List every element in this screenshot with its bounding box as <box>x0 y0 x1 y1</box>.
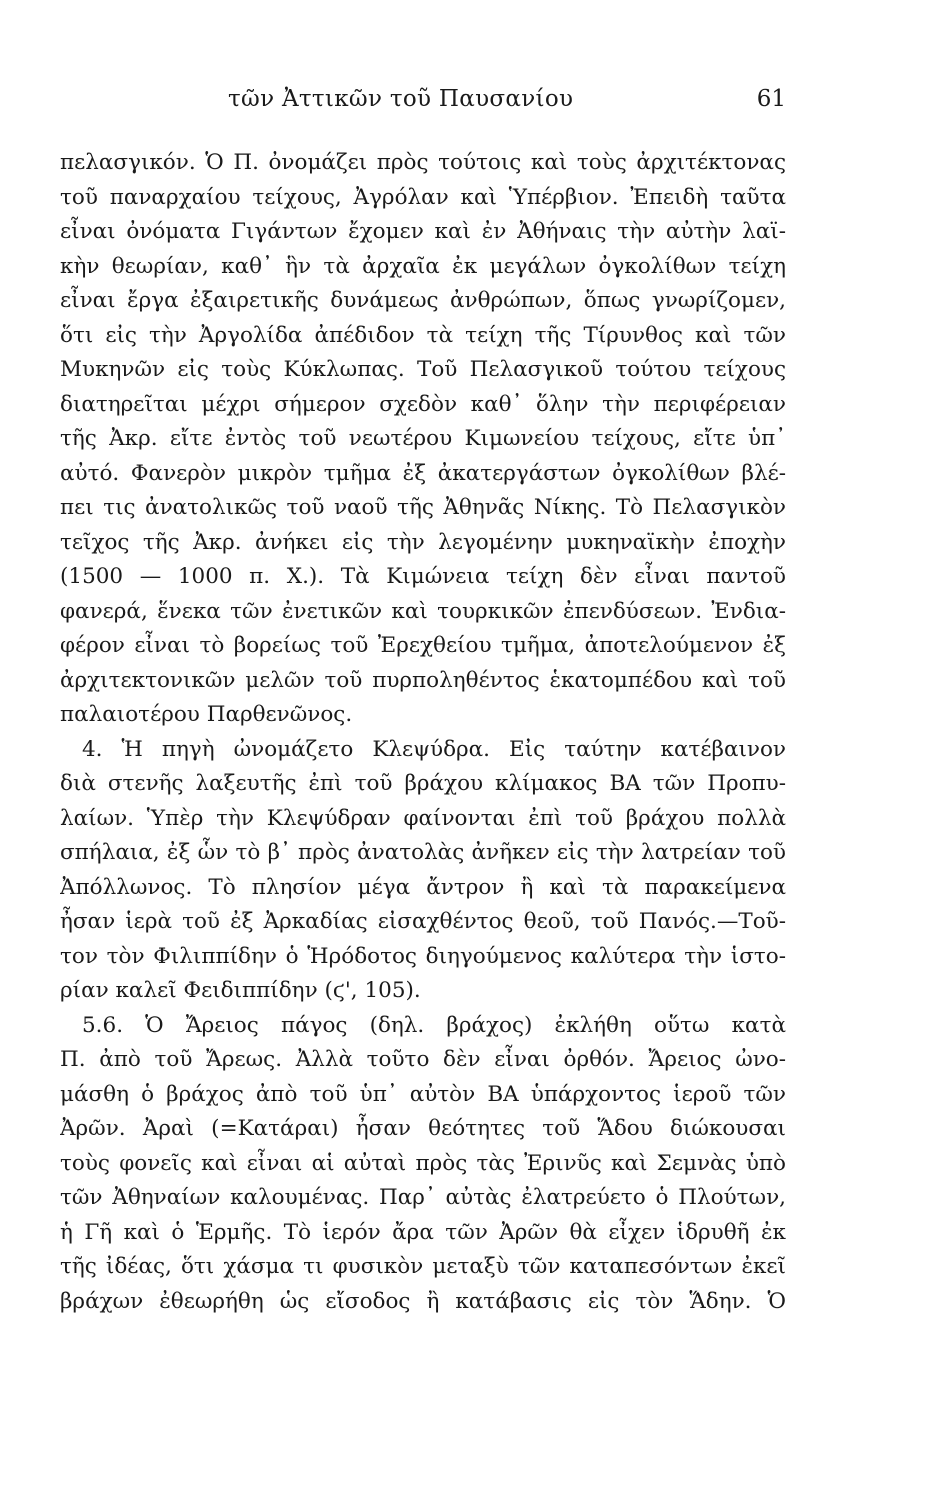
text-line: εἶναι ὀνόματα Γιγάντων ἔχομεν καὶ ἐν Ἀθήναις τὴν αὐτὴν λαϊ- <box>60 219 786 244</box>
text-line: ρίαν καλεῖ Φειδιππίδην (ϛ', 105). <box>60 978 421 1003</box>
text-line: Π. ἀπὸ τοῦ Ἄρεως. Ἀλλὰ τοῦτο δὲν εἶναι ὀρθόν. Ἄρειος ὠνο- <box>60 1047 786 1072</box>
text-line: ἦσαν ἱερὰ τοῦ ἐξ Ἀρκαδίας εἰσαχθέντος θεοῦ, τοῦ Πανός.—Τοῦ- <box>60 909 786 934</box>
text-line: κὴν θεωρίαν, καθ᾽ ἣν τὰ ἀρχαῖα ἐκ μεγάλων ὀγκολίθων τείχη <box>60 253 786 279</box>
text-line: ἡ Γῆ καὶ ὁ Ἑρμῆς. Τὸ ἱερόν ἄρα τῶν Ἀρῶν θὰ εἶχεν ἱδρυθῆ ἐκ <box>60 1219 786 1245</box>
text-line: λαίων. Ὑπὲρ τὴν Κλεψύδραν φαίνονται ἐπὶ τοῦ βράχου πολλὰ <box>60 805 786 831</box>
text-line: εἶναι ἔργα ἐξαιρετικῆς δυνάμεως ἀνθρώπων, ὅπως γνωρίζομεν, <box>60 288 786 313</box>
text-line: διὰ στενῆς λαξευτῆς ἐπὶ τοῦ βράχου κλίμακος ΒΑ τῶν Προπυ- <box>60 771 786 796</box>
text-line: ἀρχιτεκτονικῶν μελῶν τοῦ πυρποληθέντος ἑκατομπέδου καὶ τοῦ <box>60 667 786 693</box>
text-line: φέρον εἶναι τὸ βορείως τοῦ Ἐρεχθείου τμῆμα, ἀποτελούμενον ἐξ <box>60 633 786 658</box>
text-line: Ἀπόλλωνος. Τὸ πλησίον μέγα ἄντρον ἢ καὶ τὰ παρακείμενα <box>60 874 786 900</box>
text-line: τοῦ παναρχαίου τείχους, Ἀγρόλαν καὶ Ὑπέρβιον. Ἐπειδὴ ταῦτα <box>60 184 786 210</box>
text-line: τῆς Ἀκρ. εἴτε ἐντὸς τοῦ νεωτέρου Κιμωνείου τείχους, εἴτε ὑπ᾽ <box>60 426 786 451</box>
text-line: φανερά, ἕνεκα τῶν ἐνετικῶν καὶ τουρκικῶν ἐπενδύσεων. Ἐνδια- <box>60 598 786 624</box>
page-number: 61 <box>756 86 786 112</box>
text-line: τοὺς φονεῖς καὶ εἶναι αἱ αὐταὶ πρὸς τὰς Ἐρινῦς καὶ Σεμνὰς ὑπὸ <box>60 1150 786 1176</box>
text-line: παλαιοτέρου Παρθενῶνος. <box>60 702 353 727</box>
text-line: σπήλαια, ἐξ ὧν τὸ β᾽ πρὸς ἀνατολὰς ἀνῆκεν εἰς τὴν λατρείαν τοῦ <box>60 840 786 865</box>
text-line: αὐτό. Φανερὸν μικρὸν τμῆμα ἐξ ἀκατεργάστων ὀγκολίθων βλέ- <box>60 460 786 486</box>
text-line: (1500 — 1000 π. Χ.). Τὰ Κιμώνεια τείχη δὲν εἶναι παντοῦ <box>60 564 786 589</box>
text-line: πει τις ἀνατολικῶς τοῦ ναοῦ τῆς Ἀθηνᾶς Νίκης. Τὸ Πελασγικὸν <box>60 495 786 520</box>
page-header <box>228 86 786 120</box>
text-line: ὅτι εἰς τὴν Ἀργολίδα ἀπέδιδον τὰ τείχη τῆς Τίρυνθος καὶ τῶν <box>60 322 786 348</box>
text-line: 4. Ἡ πηγὴ ὠνομάζετο Κλεψύδρα. Εἰς ταύτην κατέβαινον <box>82 736 786 762</box>
body-text <box>60 146 786 1319</box>
text-line: τεῖχος τῆς Ἀκρ. ἀνήκει εἰς τὴν λεγομένην μυκηναϊκὴν ἐποχὴν <box>60 529 786 555</box>
text-line: πελασγικόν. Ὁ Π. ὀνομάζει πρὸς τούτοις καὶ τοὺς ἀρχιτέκτονας <box>60 150 786 175</box>
text-line: τῆς ἰδέας, ὅτι χάσμα τι φυσικὸν μεταξὺ τῶν καταπεσόντων ἐκεῖ <box>60 1254 786 1279</box>
text-line: βράχων ἐθεωρήθη ὡς εἴσοδος ἢ κατάβασις εἰς τὸν Ἅδην. Ὁ <box>60 1288 786 1314</box>
text-line: Μυκηνῶν εἰς τοὺς Κύκλωπας. Τοῦ Πελασγικοῦ τούτου τείχους <box>60 357 786 382</box>
text-line: μάσθη ὁ βράχος ἀπὸ τοῦ ὑπ᾽ αὐτὸν ΒΑ ὑπάρχοντος ἱεροῦ τῶν <box>60 1081 786 1107</box>
text-line: τῶν Ἀθηναίων καλουμένας. Παρ᾽ αὐτὰς ἐλατρεύετο ὁ Πλούτων, <box>60 1185 786 1210</box>
text-line: Ἀρῶν. Ἀραὶ (=Κατάραι) ἦσαν θεότητες τοῦ Ἅδου διώκουσαι <box>60 1116 786 1141</box>
text-line: διατηρεῖται μέχρι σήμερον σχεδὸν καθ᾽ ὅλην τὴν περιφέρειαν <box>60 391 786 417</box>
running-title: τῶν Ἀττικῶν τοῦ Παυσανίου <box>228 86 574 112</box>
text-line: 5.6. Ὁ Ἄρειος πάγος (δηλ. βράχος) ἐκλήθη οὕτω κατὰ <box>82 1012 786 1038</box>
text-line: τον τὸν Φιλιππίδην ὁ Ἡρόδοτος διηγούμενος καλύτερα τὴν ἱστο- <box>60 943 786 969</box>
